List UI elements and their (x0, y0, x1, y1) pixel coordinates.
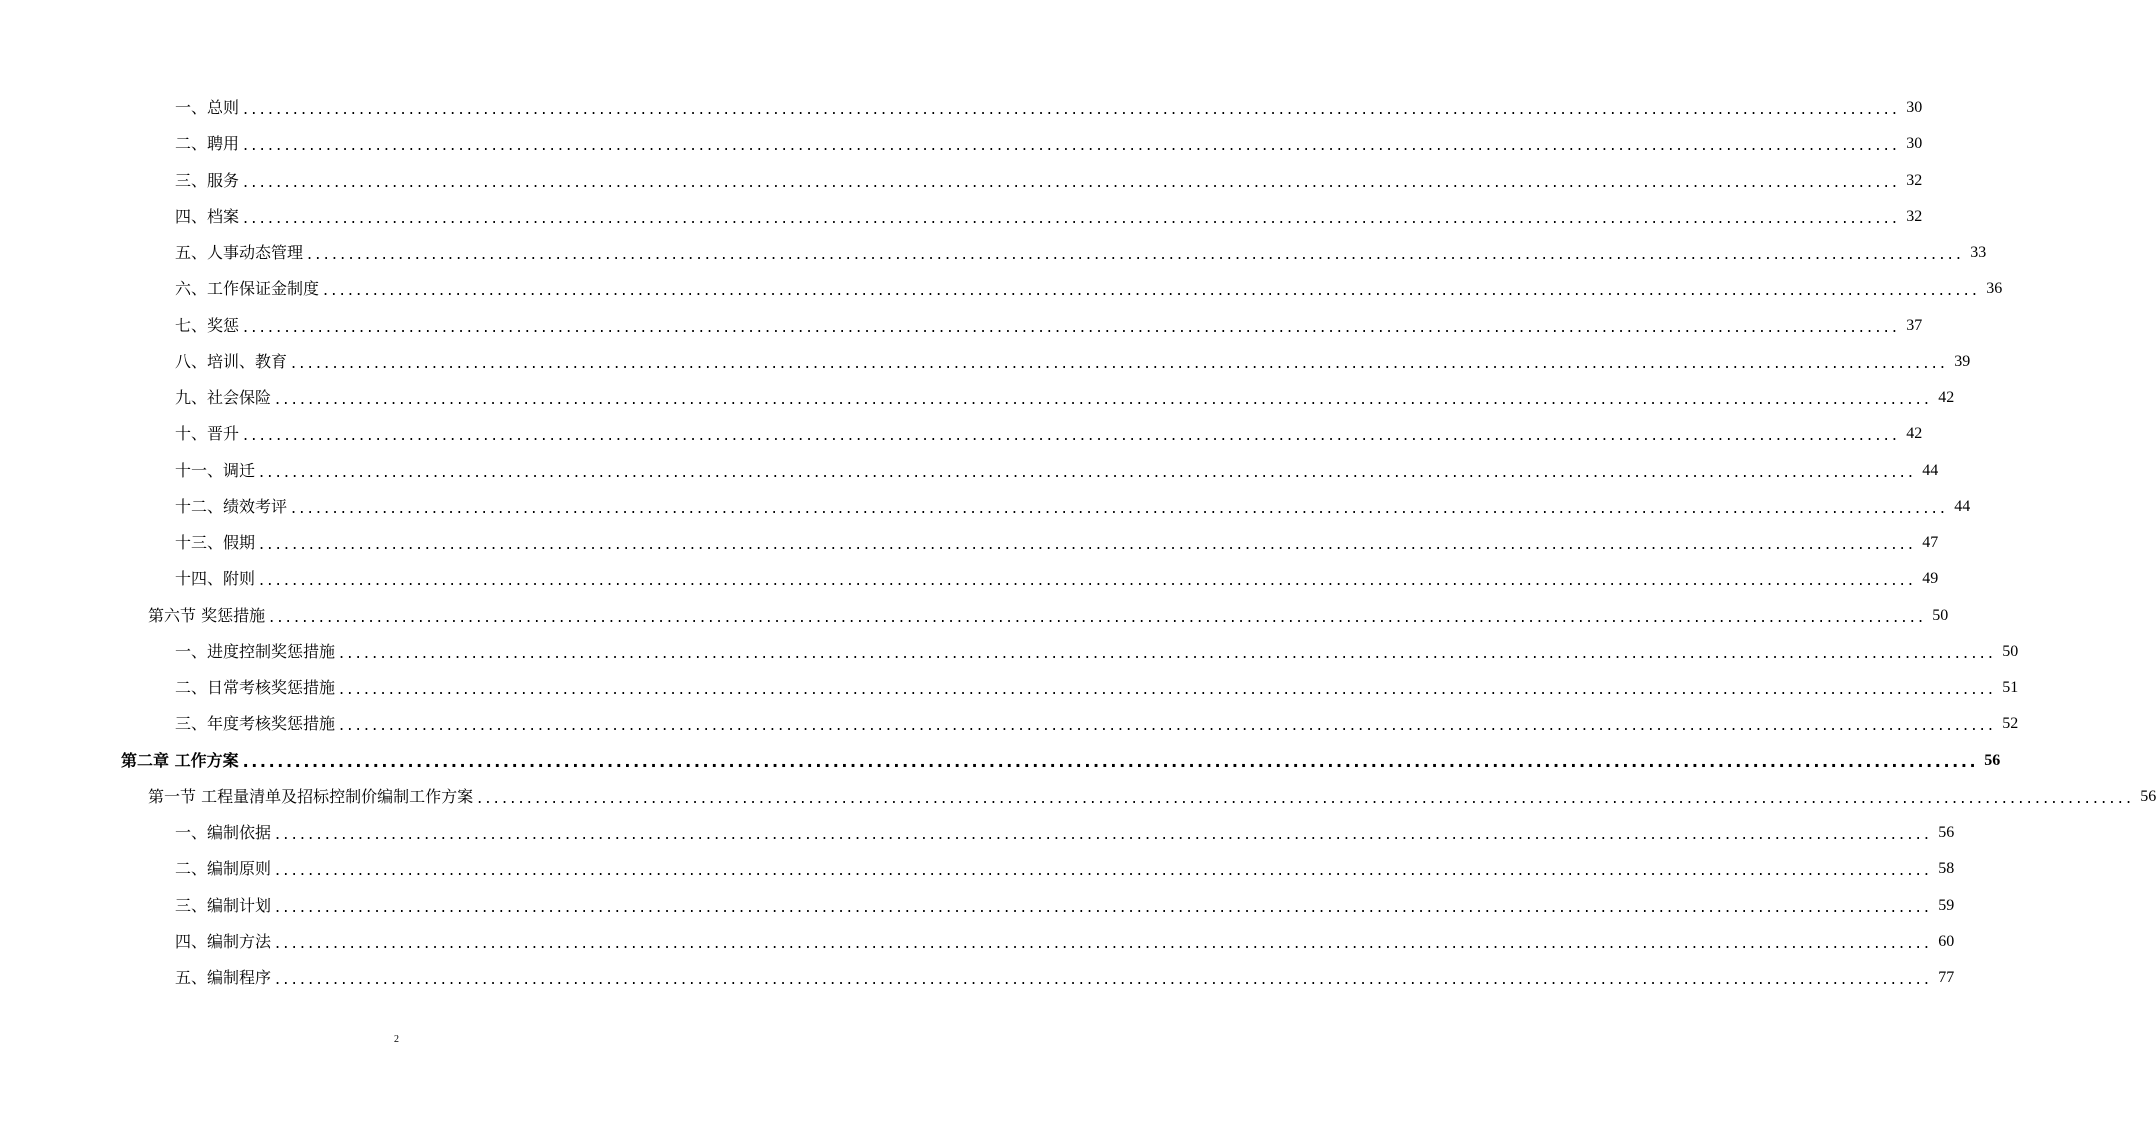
dot-leader: ........................................................................................................................................................................................................ (275, 969, 1933, 988)
toc-entry-page: 30 (1906, 99, 1923, 116)
toc-entry-title: 第一节 工程量清单及招标控制价编制工作方案 (148, 786, 474, 806)
toc-entry[interactable] (148, 598, 1949, 634)
dot-leader: ........................................................................................................................................................................................................ (243, 316, 1901, 336)
toc-entry-page: 52 (2002, 715, 2019, 733)
toc-entry-page: 36 (1986, 280, 2003, 298)
toc-entry-page: 59 (1938, 896, 1955, 914)
dot-leader: ........................................................................................................................................................................................................ (275, 389, 1933, 408)
dot-leader: ........................................................................................................................................................................................................ (339, 642, 1997, 662)
toc-entry-title: 九、社会保险 (175, 388, 272, 407)
toc-entry[interactable] (175, 344, 1971, 380)
toc-entry-title: 三、编制计划 (175, 895, 272, 915)
toc-entry-title: 二、聘用 (175, 134, 240, 154)
toc-entry-page: 44 (1954, 497, 1971, 515)
toc-entry-title: 八、培训、教育 (175, 351, 288, 371)
toc-entry[interactable] (175, 670, 2019, 706)
dot-leader: ........................................................................................................................................................................................................ (259, 534, 1917, 553)
toc-entry[interactable] (175, 561, 1939, 597)
toc-entry[interactable] (175, 924, 1955, 960)
toc-entry-page: 77 (1938, 969, 1955, 986)
page-number: 2 (394, 1034, 399, 1045)
toc-entry-page: 44 (1922, 461, 1939, 479)
toc-entry-title: 五、编制程序 (175, 968, 272, 987)
toc-entry[interactable] (175, 163, 1923, 199)
toc-entry-title: 五、人事动态管理 (175, 243, 304, 262)
toc-entry[interactable] (175, 126, 1923, 162)
toc-entry-page: 58 (1938, 860, 1955, 878)
toc-entry-page: 56 (2140, 787, 2156, 805)
dot-leader: ........................................................................................................................................................................................................ (275, 824, 1933, 843)
dot-leader: ........................................................................................................................................................................................................ (243, 99, 1901, 118)
toc-entry-page: 39 (1954, 352, 1971, 370)
toc-entry-page: 56 (1984, 751, 2001, 769)
toc-entry-page: 50 (1932, 606, 1949, 624)
toc-entry[interactable] (175, 453, 1939, 489)
toc-entry-title: 三、年度考核奖惩措施 (175, 714, 336, 734)
dot-leader: ........................................................................................................................................................................................................ (242, 751, 1979, 771)
dot-leader: ........................................................................................................................................................................................................ (291, 497, 1949, 517)
dot-leader: ........................................................................................................................................................................................................ (275, 860, 1933, 880)
toc-entry-title: 十、晋升 (175, 424, 240, 444)
toc-entry-page: 37 (1906, 316, 1923, 334)
toc-entry-title: 十一、调迁 (175, 460, 256, 480)
dot-leader: ........................................................................................................................................................................................................ (243, 135, 1901, 155)
toc-entry[interactable] (175, 380, 1955, 416)
dot-leader: ........................................................................................................................................................................................................ (259, 461, 1917, 481)
toc-entry[interactable] (175, 271, 2003, 307)
toc-entry-title: 四、编制方法 (175, 931, 272, 951)
toc-entry[interactable] (175, 90, 1923, 126)
dot-leader: ........................................................................................................................................................................................................ (323, 280, 1981, 300)
dot-leader: ........................................................................................................................................................................................................ (243, 207, 1901, 227)
toc-entry-title: 七、奖惩 (175, 315, 240, 335)
toc-entry[interactable] (175, 960, 1955, 996)
toc-entry[interactable] (175, 525, 1939, 561)
toc-entry[interactable] (175, 706, 2019, 742)
toc-entry[interactable] (175, 888, 1955, 924)
dot-leader: ........................................................................................................................................................................................................ (339, 679, 1997, 698)
toc-entry[interactable] (175, 634, 2019, 670)
toc-entry-page: 32 (1906, 207, 1923, 225)
toc-entry[interactable] (175, 851, 1955, 887)
toc-entry-title: 一、编制依据 (175, 823, 272, 842)
dot-leader: ........................................................................................................................................................................................................ (275, 932, 1933, 952)
toc-entry-title: 十三、假期 (175, 533, 256, 552)
toc-entry-page: 30 (1906, 135, 1923, 153)
toc-entry[interactable] (175, 815, 1955, 851)
toc-entry-page: 47 (1922, 534, 1939, 551)
toc-entry-page: 50 (2002, 642, 2019, 660)
toc-entry-title: 十二、绩效考评 (175, 496, 288, 516)
toc-entry-page: 51 (2002, 679, 2019, 696)
toc-entry-title: 第六节 奖惩措施 (148, 605, 266, 625)
toc-entry-page: 32 (1906, 171, 1923, 189)
toc-entry-title: 十四、附则 (175, 569, 256, 589)
toc-entry-title: 二、编制原则 (175, 859, 272, 879)
toc-entry[interactable] (175, 235, 1987, 271)
toc-entry[interactable] (121, 743, 2001, 779)
toc-entry-title: 四、档案 (175, 206, 240, 226)
toc-entry[interactable] (175, 308, 1923, 344)
dot-leader: ........................................................................................................................................................................................................ (339, 715, 1997, 735)
toc-entry[interactable] (148, 779, 2156, 815)
toc-entry-page: 42 (1906, 425, 1923, 443)
toc-entry-page: 42 (1938, 389, 1955, 406)
dot-leader: ........................................................................................................................................................................................................ (307, 244, 1965, 263)
toc-entry-title: 三、服务 (175, 170, 240, 190)
toc-entry-title: 第二章 工作方案 (121, 750, 239, 770)
toc-entry-title: 一、进度控制奖惩措施 (175, 641, 336, 661)
toc-entry-page: 33 (1970, 244, 1987, 261)
dot-leader: ........................................................................................................................................................................................................ (259, 570, 1917, 590)
dot-leader: ........................................................................................................................................................................................................ (269, 606, 1927, 626)
toc-entry[interactable] (175, 489, 1971, 525)
dot-leader: ........................................................................................................................................................................................................ (243, 171, 1901, 191)
toc-entry-page: 49 (1922, 570, 1939, 588)
toc-entry-page: 60 (1938, 932, 1955, 950)
dot-leader: ........................................................................................................................................................................................................ (275, 896, 1933, 916)
toc-entry-title: 一、总则 (175, 98, 240, 117)
toc-entry-title: 六、工作保证金制度 (175, 279, 320, 299)
toc-entry-page: 56 (1938, 824, 1955, 841)
toc-entry[interactable] (175, 199, 1923, 235)
toc-entry-title: 二、日常考核奖惩措施 (175, 678, 336, 697)
dot-leader: ........................................................................................................................................................................................................ (291, 352, 1949, 372)
toc-entry[interactable] (175, 416, 1923, 452)
dot-leader: ........................................................................................................................................................................................................ (243, 425, 1901, 445)
dot-leader: ........................................................................................................................................................................................................ (477, 787, 2135, 807)
